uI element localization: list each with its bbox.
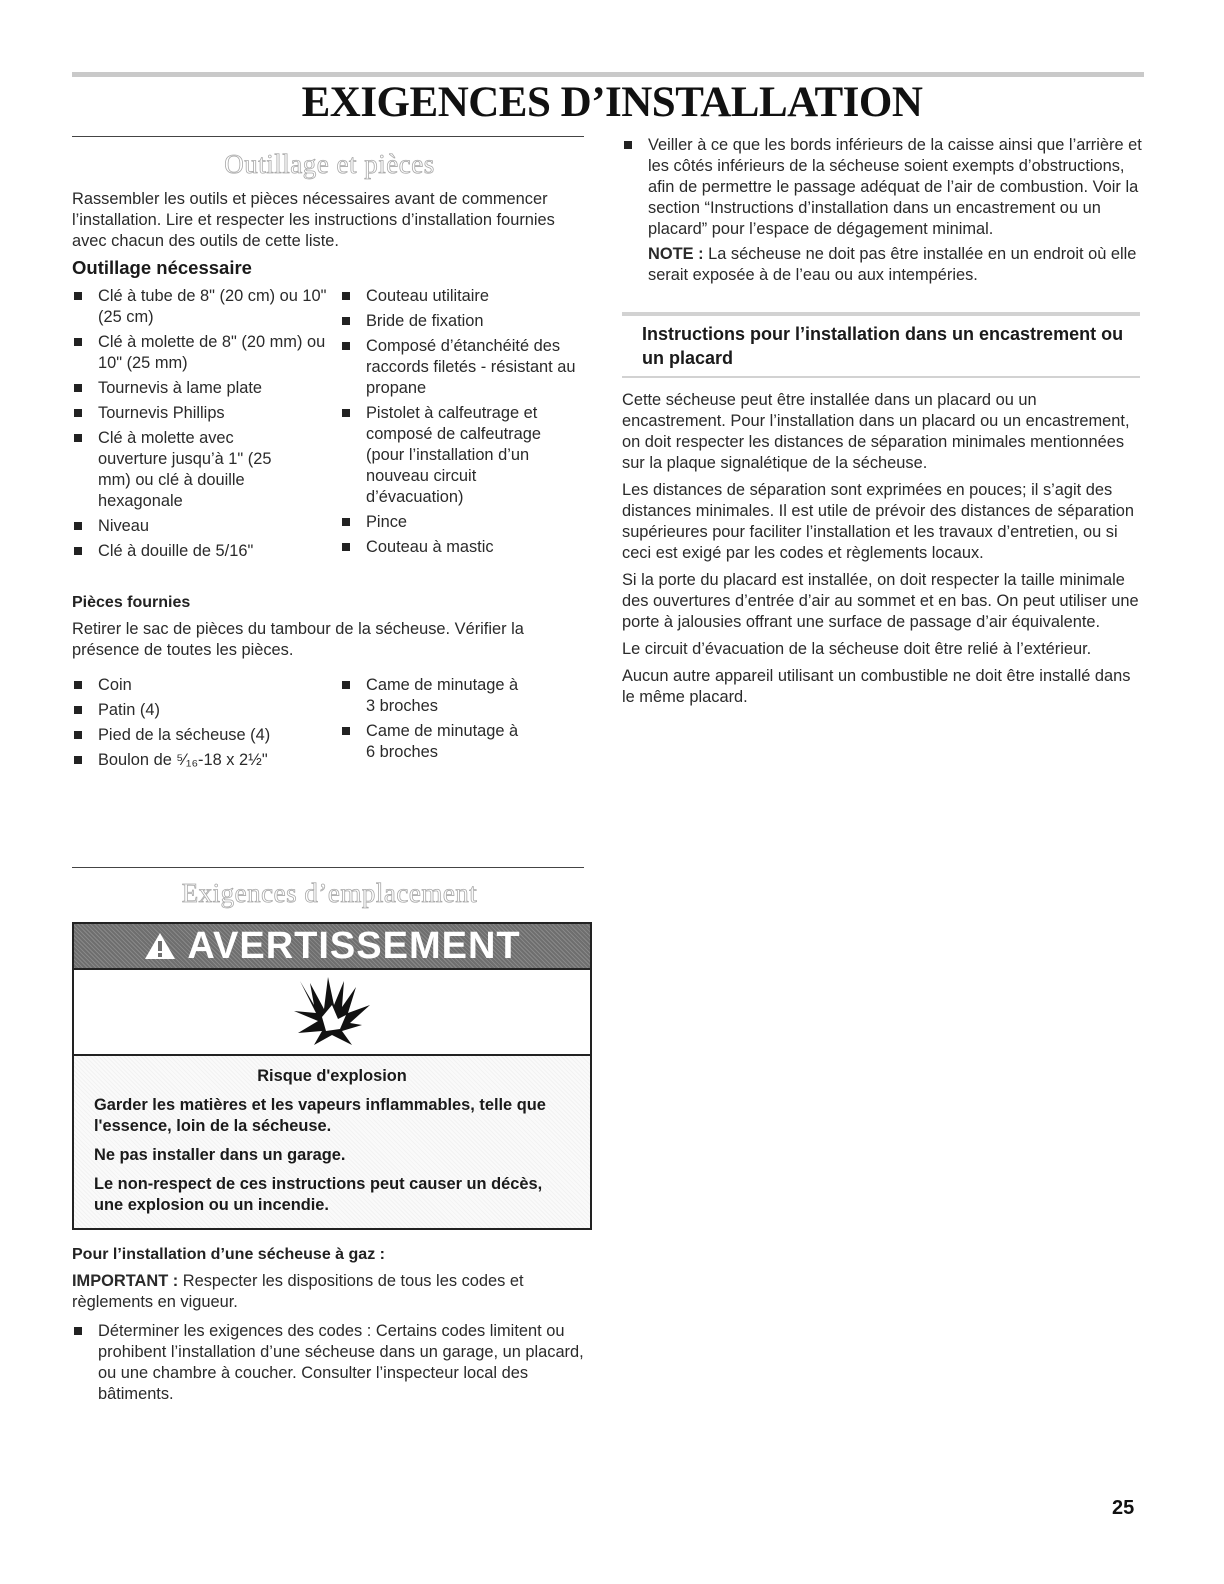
- warning-triangle-icon: [143, 931, 177, 961]
- list-item: Couteau utilitaire: [340, 286, 584, 307]
- required-tools-right: [340, 286, 584, 566]
- list-item: Coin: [72, 675, 340, 696]
- warning-label: AVERTISSEMENT: [187, 924, 521, 967]
- explosion-symbol-area: [74, 968, 590, 1056]
- note-paragraph: [622, 244, 1144, 286]
- important-label: IMPORTANT :: [72, 1272, 179, 1290]
- list-item: Pied de la sécheuse (4): [72, 725, 340, 746]
- parts-right: [340, 675, 550, 775]
- list-item: Patin (4): [72, 700, 340, 721]
- list-item: Déterminer les exigences des codes : Certains codes limitent ou prohibent l’installation d’une sécheuse dans un garage, un placard, ou une chambre à coucher. Consulter l’inspecteur local des bâtiments.: [72, 1321, 587, 1405]
- list-item: Tournevis à lame plate: [72, 378, 340, 399]
- closet-paragraph: Aucun autre appareil utilisant un combustible ne doit être installé dans le même placard.: [622, 667, 1131, 706]
- section-rule: [622, 312, 1140, 316]
- list-item: Pince: [340, 512, 584, 533]
- list-item: Composé d’étanchéité des raccords filetés - résistant au propane: [340, 336, 584, 399]
- required-tools-list: [72, 286, 587, 566]
- parts-heading: Pièces fournies: [72, 594, 191, 611]
- warning-line-2: Ne pas installer dans un garage.: [94, 1146, 346, 1164]
- location-heading: Exigences d’emplacement: [181, 878, 478, 908]
- list-item: Clé à molette avec ouverture jusqu’à 1" (25 mm) ou clé à douille hexagonale: [72, 428, 278, 512]
- warning-text: [74, 1056, 590, 1228]
- list-item: Veiller à ce que les bords inférieurs de la caisse ainsi que l’arrière et les côtés inférieurs de la sécheuse soient exempts d’obstructions, afin de permettre le passage adéquat de l’air de combustion. Voir la section “Instructions d’installation dans un encastrement ou un placard” pour l’espace de dégagement minimal.: [622, 135, 1144, 240]
- warning-header: [74, 924, 590, 968]
- list-item: Clé à tube de 8" (20 cm) ou 10" (25 cm): [72, 286, 340, 328]
- parts-left: [72, 675, 340, 775]
- warning-line-3: Le non-respect de ces instructions peut causer un décès, une explosion ou un incendie.: [94, 1175, 543, 1214]
- list-item: Niveau: [72, 516, 340, 537]
- closet-paragraph: Cette sécheuse peut être installée dans un placard ou un encastrement. Pour l’installation dans un placard ou un encastrement, on doit respecter les distances de séparation minimales mentionnées sur la plaque signalétique de la sécheuse.: [622, 391, 1130, 472]
- list-item: Clé à douille de 5/16": [72, 541, 340, 562]
- tools-heading: Outillage et pièces: [224, 149, 435, 179]
- section-rule: [72, 136, 584, 137]
- closet-paragraph: Le circuit d’évacuation de la sécheuse doit être relié à l’extérieur.: [622, 640, 1092, 658]
- list-item: Bride de fixation: [340, 311, 584, 332]
- closet-paragraph: Les distances de séparation sont exprimées en pouces; il s’agit des distances minimales. Il est utile de prévoir des distances de séparation supérieures pour faciliter l’installation et les travaux d’entretien, ou si ceci est exigé par les codes et règlements locaux.: [622, 481, 1135, 562]
- important-text: Respecter les dispositions de tous les codes et règlements en vigueur.: [72, 1272, 524, 1311]
- section-rule: [72, 867, 584, 868]
- important-note: [72, 1271, 587, 1313]
- list-item: Tournevis Phillips: [72, 403, 340, 424]
- note-label: NOTE :: [648, 245, 704, 263]
- explosion-icon: [292, 975, 372, 1049]
- clearance-list: [622, 135, 1144, 240]
- left-column: [72, 136, 587, 1409]
- note-text: La sécheuse ne doit pas être installée en un endroit où elle serait exposée à de l’eau ou aux intempéries.: [648, 245, 1137, 284]
- parts-list: [72, 675, 587, 775]
- top-rule: [72, 72, 1144, 77]
- required-tools-heading: Outillage nécessaire: [72, 257, 252, 278]
- list-item: Clé à molette de 8" (20 mm) ou 10" (25 mm): [72, 332, 340, 374]
- gas-install-heading: Pour l’installation d’une sécheuse à gaz :: [72, 1246, 385, 1263]
- page-title: EXIGENCES D’INSTALLATION: [301, 79, 923, 126]
- right-column: [622, 135, 1144, 708]
- required-tools-left: [72, 286, 340, 566]
- list-item: Couteau à mastic: [340, 537, 584, 558]
- list-item: Pistolet à calfeutrage et composé de calfeutrage (pour l’installation d’un nouveau circuit d’évacuation): [340, 403, 566, 508]
- warning-box: [72, 922, 592, 1230]
- codes-list: [72, 1321, 587, 1405]
- warning-risk: Risque d'explosion: [257, 1067, 407, 1085]
- warning-line-1: Garder les matières et les vapeurs inflammables, telle que l'essence, loin de la sécheuse.: [94, 1096, 546, 1135]
- parts-intro: Retirer le sac de pièces du tambour de la sécheuse. Vérifier la présence de toutes les pièces.: [72, 620, 524, 659]
- closet-heading: Instructions pour l’installation dans un encastrement ou un placard: [642, 324, 1124, 368]
- list-item: Came de minutage à 3 broches: [340, 675, 526, 717]
- section-rule: [622, 376, 1140, 378]
- list-item: Boulon de ⁵⁄₁₆-18 x 2½": [72, 750, 340, 771]
- closet-paragraph: Si la porte du placard est installée, on doit respecter la taille minimale des ouvertures d’entrée d’air au sommet et en bas. On peut utiliser une porte à jalousies offrant une surface de passage d’air équivalente.: [622, 571, 1139, 631]
- tools-intro: Rassembler les outils et pièces nécessaires avant de commencer l’installation. Lire et respecter les instructions d’installation fournies avec chacun des outils de cette liste.: [72, 190, 555, 250]
- list-item: Came de minutage à 6 broches: [340, 721, 526, 763]
- page-number: 25: [1112, 1497, 1135, 1519]
